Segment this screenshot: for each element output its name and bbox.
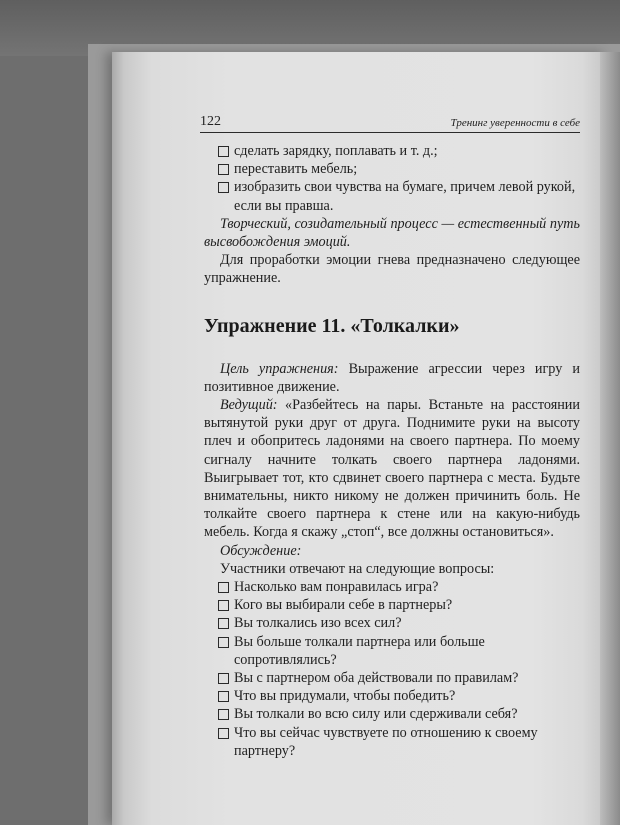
goal-label: Цель упражнения: (220, 360, 339, 377)
question-item: Вы больше толкали партнера или больше сопротивлялись? (204, 633, 580, 669)
checkbox-bullet-icon (218, 673, 229, 684)
leader-label: Ведущий: (220, 397, 278, 414)
question-item: Что вы сейчас чувствуете по отношению к своему партнеру? (204, 724, 580, 760)
page-header (200, 112, 580, 133)
italic-paragraph: Творческий, созидательный процесс — естественный путь высвобождения эмоций. (204, 215, 580, 251)
checkbox-bullet-icon (218, 182, 229, 193)
checkbox-bullet-icon (218, 637, 229, 648)
page-content (204, 142, 580, 760)
checkbox-bullet-icon (218, 728, 229, 739)
list-item: сделать зарядку, поплавать и т. д.; (204, 142, 580, 160)
checkbox-bullet-icon (218, 600, 229, 611)
book-page (112, 52, 608, 825)
discussion-label: Обсуждение: (220, 542, 302, 559)
question-item: Вы толкались изо всех сил? (204, 614, 580, 632)
question-item: Насколько вам понравилась игра? (204, 578, 580, 596)
exercise-goal (204, 360, 580, 396)
checkbox-bullet-icon (218, 709, 229, 720)
question-item: Кого вы выбирали себе в партнеры? (204, 596, 580, 614)
running-title: Тренинг уверенности в себе (450, 117, 580, 129)
checkbox-bullet-icon (218, 618, 229, 629)
question-item: Что вы придумали, чтобы победить? (204, 687, 580, 705)
page-right-edge (600, 52, 620, 825)
checkbox-bullet-icon (218, 146, 229, 157)
discussion-intro: Участники отвечают на следующие вопросы: (220, 560, 495, 577)
exercise-title: Упражнение 11. «Толкалки» (204, 314, 460, 337)
question-item: Вы с партнером оба действовали по правилам? (204, 669, 580, 687)
intro-paragraph: Для проработки эмоции гнева предназначено следующее упражнение. (204, 252, 580, 287)
leader-instructions (204, 396, 580, 542)
question-item: Вы толкали во всю силу или сдерживали себя? (204, 705, 580, 723)
list-item: изобразить свои чувства на бумаге, причем левой рукой, если вы правша. (204, 178, 580, 214)
leader-text: «Разбейтесь на пары. Встаньте на расстоянии вытянутой руки друг от друга. Поднимите руки на высоту плеч и обопритесь ладонями на своего партнера. По моему сигналу начните толкать своего партнера ладонями. Выигрывает тот, кто сдвинет своего партнера с места. Будьте внимательны, никто никому не должен причинить боль. Не толкайте своего партнера к стене или на какую-нибудь мебель. Когда я скажу „стоп“, все должны остановиться». (204, 397, 580, 541)
page-number: 122 (200, 114, 221, 129)
list-item: переставить мебель; (204, 160, 580, 178)
checkbox-bullet-icon (218, 582, 229, 593)
goal-text: Выражение агрессии через игру и позитивное движение. (204, 360, 580, 395)
checkbox-bullet-icon (218, 164, 229, 175)
checkbox-bullet-icon (218, 691, 229, 702)
